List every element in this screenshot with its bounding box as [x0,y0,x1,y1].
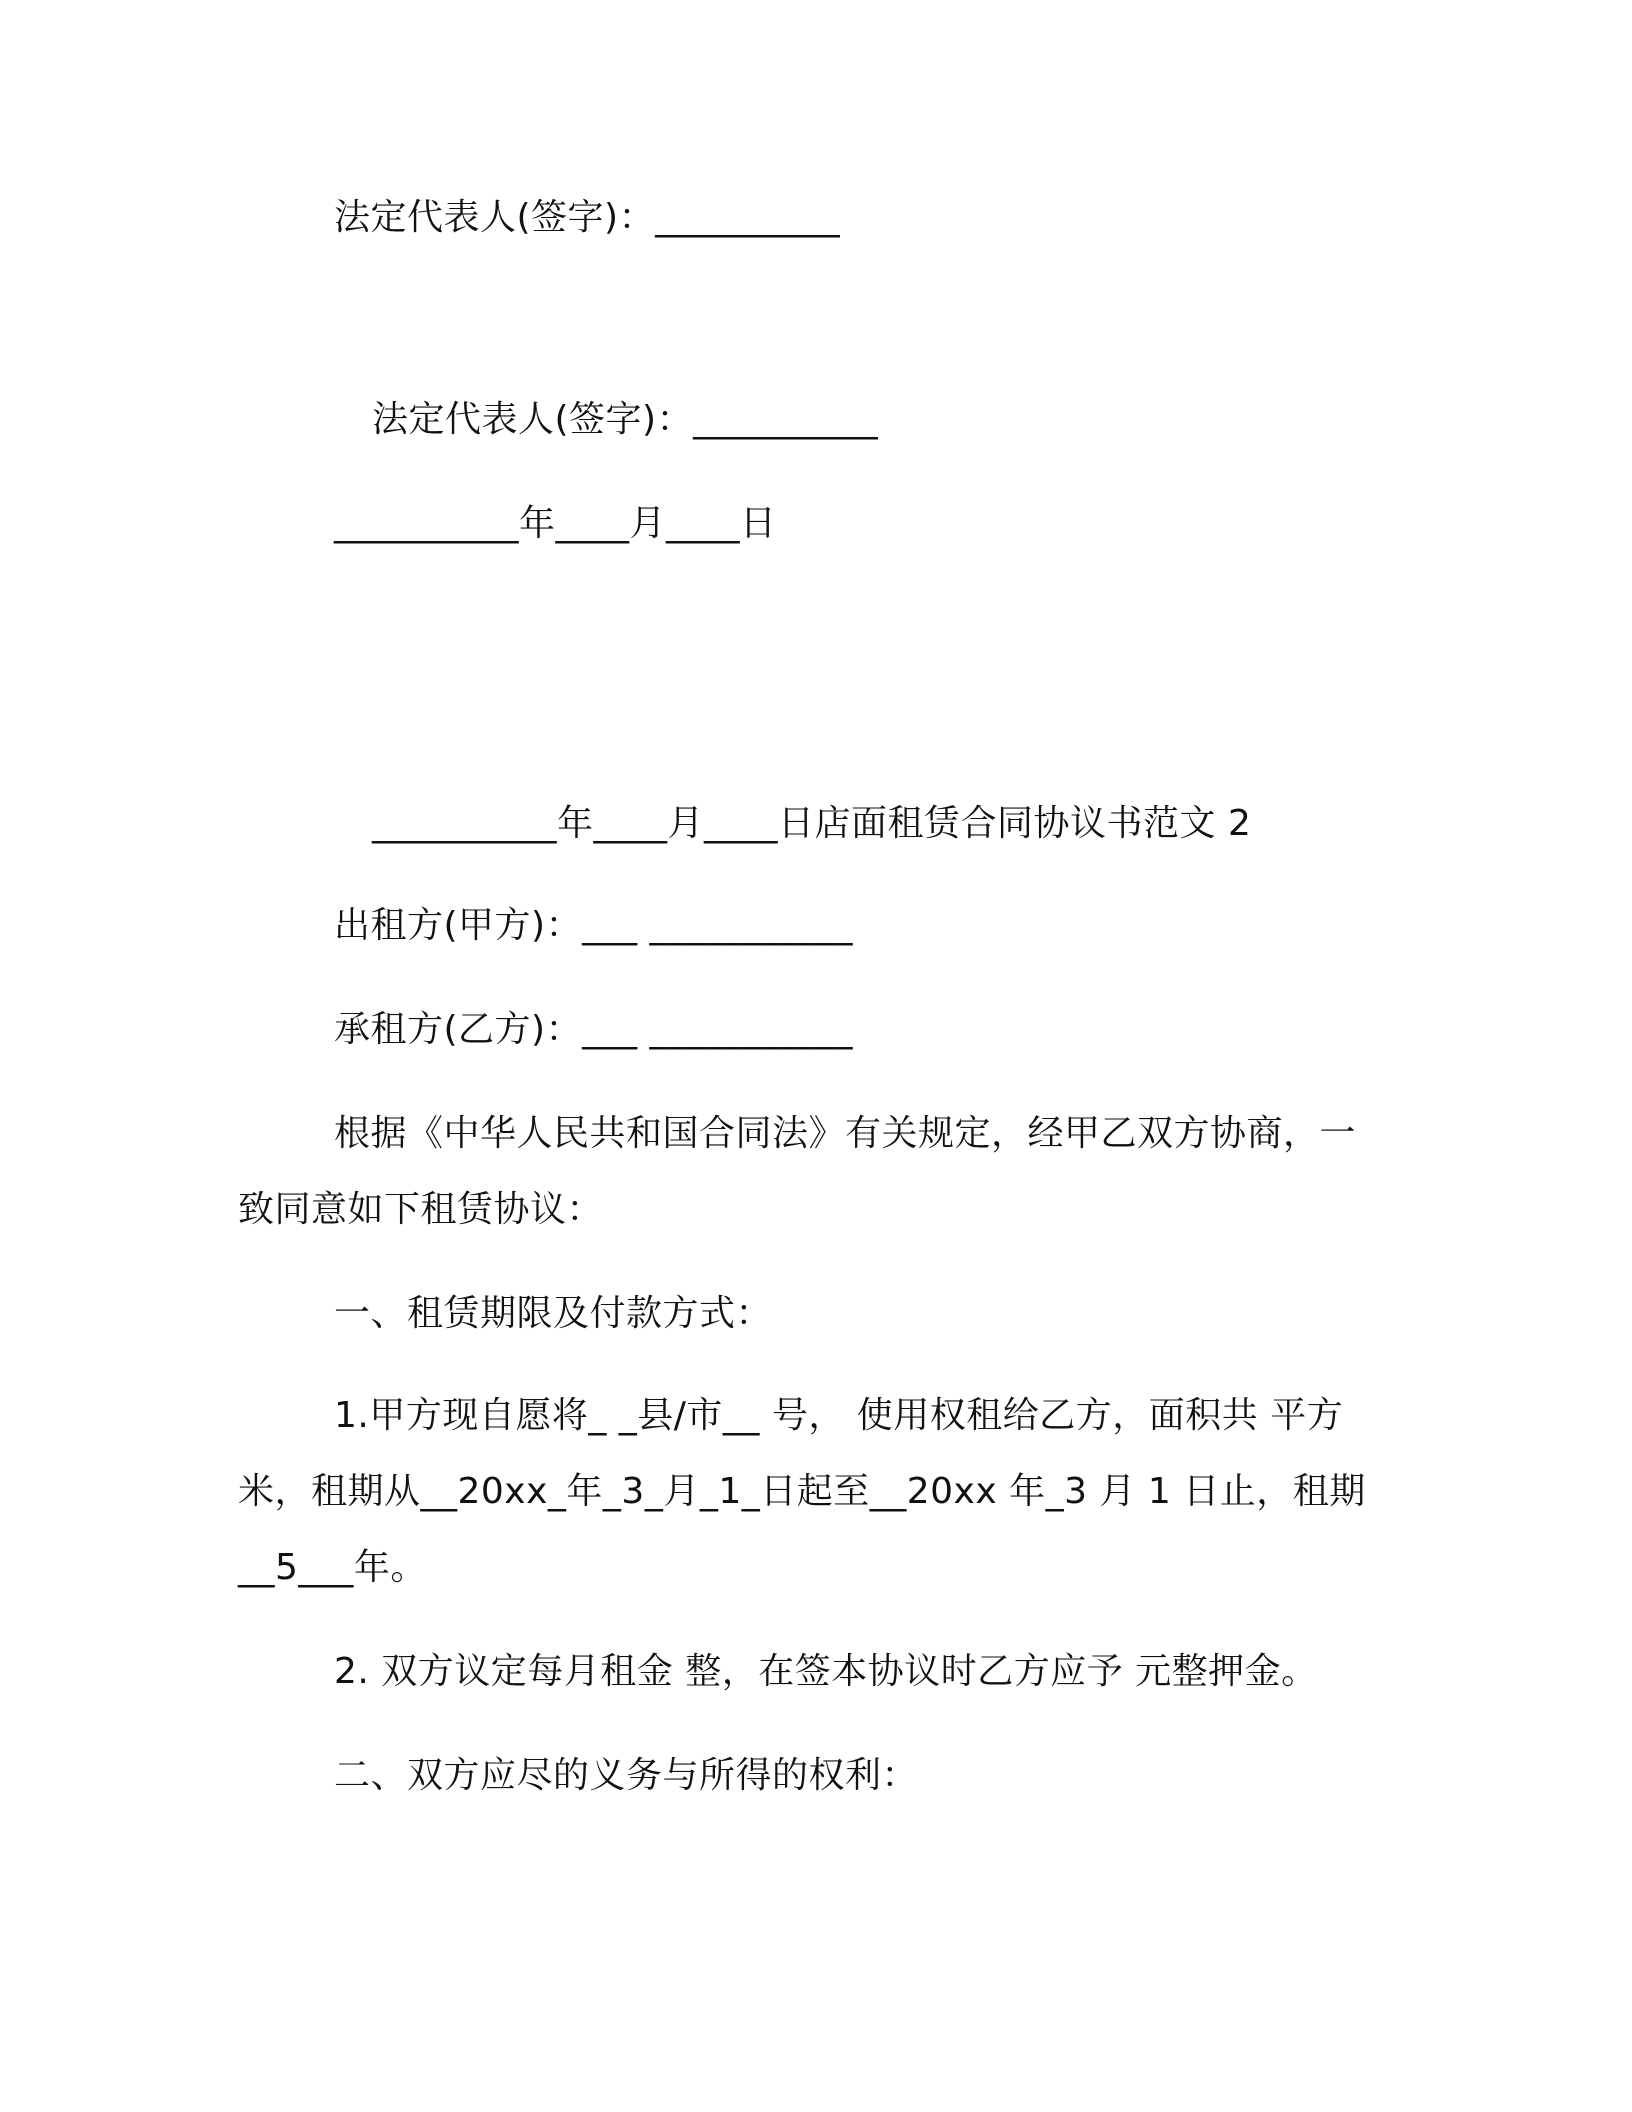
clause-1-line-2: 米，租期从__20xx_年_3_月_1_日起至__20xx 年_3 月 1 日止，租期 [238,1471,1366,1512]
clause-2: 2. 双方议定每月租金 整，在签本协议时乙方应予 元整押金。 [334,1651,1318,1692]
heading-1: 一、租赁期限及付款方式： [334,1293,773,1334]
signature-line-1: 法定代表人(签字)：__________ [334,197,841,238]
signature-line-2: 法定代表人(签字)：__________ [372,399,879,440]
section-title: __________年____月____日店面租赁合同协议书范文 2 [372,803,1252,844]
clause-1-line-3: __5___年。 [238,1547,427,1588]
heading-2: 二、双方应尽的义务与所得的权利： [334,1755,919,1796]
lessor-line: 出租方(甲方)：___ ___________ [334,905,854,946]
date-line: __________年____月____日 [334,503,777,544]
intro-paragraph-line-1: 根据《中华人民共和国合同法》有关规定，经甲乙双方协商，一 [334,1113,1357,1154]
clause-1-line-1: 1.甲方现自愿将_ _县/市__ 号， 使用权租给乙方，面积共 平方 [334,1395,1344,1436]
lessee-line: 承租方(乙方)：___ ___________ [334,1009,854,1050]
intro-paragraph-line-2: 致同意如下租赁协议： [238,1189,604,1230]
